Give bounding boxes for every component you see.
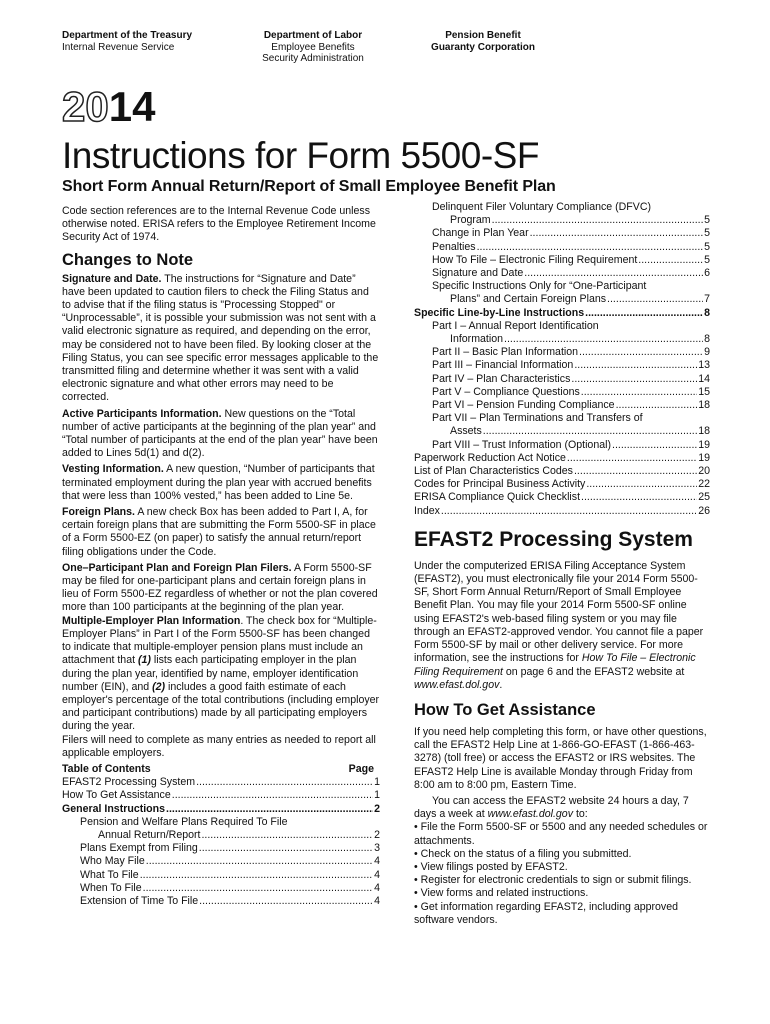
toc-leader-dots [607,293,703,306]
toc-entry[interactable] [62,869,380,882]
intro-paragraph: Code section references are to the Internal Revenue Code unless otherwise noted. ERISA refers to the Employee Retirement Income Security Act of 1974. [62,205,376,244]
toc-right-list [414,201,710,518]
toc-page-number: 5 [704,253,710,266]
toc-entry-label: General Instructions [62,802,166,815]
list-item: • Check on the status of a filing you submitted. [414,848,710,861]
toc-leader-dots [579,346,703,359]
toc-entry-label: Specific Line-by-Line Instructions [414,306,585,319]
signature-body: The instructions for “Signature and Date” have been updated to caution filers to check the Filing Status and to advise that if the filing status is "Processing Stopped" or “Unprocessable”, it is possible your submission was not sent with a valid electronic signature as required, and depending on the error, may be considered not to have been filed. By looking closer at the Filing Status, you can see specific error messages applicable to the transmitted filing and determine whether it was sent with a valid electronic signature and what other errors may need to be corrected. [62,272,379,404]
multiple-employer-run-in-head: Multiple-Employer Plan Information [62,614,241,627]
toc-page-number: 8 [704,306,710,319]
toc-leader-dots [574,359,697,372]
toc-page-number: 26 [698,504,710,517]
toc-entry[interactable] [414,425,710,438]
toc-entry-label: Specific Instructions Only for “One-Participant [432,280,647,293]
list-item: • View forms and related instructions. [414,887,710,900]
toc-page-number: 13 [698,359,710,372]
toc-page-number: 5 [704,227,710,240]
toc-entry[interactable] [62,776,380,789]
agency-labor-name: Department of Labor [263,30,363,41]
assistance-heading: How To Get Assistance [414,700,596,719]
toc-entry[interactable] [414,505,710,518]
toc-entry-label: How To File – Electronic Filing Requirement [432,253,638,266]
toc-entry-label: Assets [450,425,482,438]
agency-pbgc-line2: Guaranty Corporation [431,41,535,53]
toc-page-number: 18 [698,425,710,438]
toc-leader-dots [616,399,698,412]
list-marker-2: (2) [152,680,166,693]
agency-pbgc-line1: Pension Benefit [445,30,521,41]
toc-entry-label: Part III – Financial Information [432,359,574,372]
toc-page-number: 5 [704,214,710,227]
toc-entry[interactable] [62,842,380,855]
toc-page-number: 14 [698,372,710,385]
changes-heading: Changes to Note [62,250,194,269]
toc-entry-label: Index [414,504,440,517]
toc-page-number: 8 [704,333,710,346]
agency-labor [243,30,383,65]
signature-paragraph [62,273,380,405]
toc-entry-label: Plans” and Certain Foreign Plans [450,293,607,306]
toc-page-number: 20 [698,465,710,478]
toc-leader-dots [585,307,703,320]
toc-leader-dots [172,789,373,802]
toc-entry-label: Change in Plan Year [432,227,529,240]
agency-irs-name: Internal Revenue Service [62,41,175,53]
list-item: • View filings posted by EFAST2. [414,861,710,874]
year-outline-digits: 20 [62,83,109,130]
toc-leader-dots [581,491,697,504]
toc-leader-dots [140,869,373,882]
access-body: You can access the EFAST2 website 24 hours a day, 7 days a week at [414,794,689,821]
toc-entry-label: Part VI – Pension Funding Compliance [432,399,615,412]
toc-entry-label: Program [450,214,491,227]
toc-page-number: 4 [374,894,380,907]
toc-leader-dots [441,505,697,518]
toc-leader-dots [530,227,703,240]
toc-leader-dots [638,254,703,267]
list-item: • File the Form 5500-SF or 5500 and any needed schedules or attachments. [414,821,710,847]
one-participant-paragraph [62,562,380,615]
vesting-body: A new question, “Number of participants that terminated employment during the plan year with accrued benefits that were less than 100% vested,” has been added to Line 5e. [62,463,375,502]
toc-entry-label: Plans Exempt from Filing [80,842,198,855]
toc-entry[interactable] [62,829,380,842]
toc-page-number: 3 [374,842,380,855]
toc-leader-dots [196,776,373,789]
agency-ebsa-line1: Employee Benefits [271,41,355,53]
toc-entry-label: List of Plan Characteristics Codes [414,465,573,478]
toc-entry-label: Part V – Compliance Questions [432,385,580,398]
toc-page-number: 4 [374,881,380,894]
one-participant-body: A Form 5500-SF may be filed for one-participant plans and certain foreign plans in lieu of Form 5500-EZ regardless of whether or not the plan covered more than 100 participants at the beginning of the plan year. [62,561,378,614]
toc-leader-dots [199,842,373,855]
toc-page-number: 6 [704,267,710,280]
toc-leader-dots [574,465,697,478]
filers-note: Filers will need to complete as many entries as needed to report all applicable employers. [62,733,376,759]
efast-paragraph [414,560,710,692]
toc-leader-dots [567,452,697,465]
toc-page-number: 2 [374,828,380,841]
list-item: • Register for electronic credentials to sign or submit filings. [414,874,710,887]
multiple-employer-body-1: . The check box for “Multiple-Employer Plans” in Part I of the Form 5500-SF has been changed to indicate that multiple-employer pension plans must include an attachment that [62,614,377,667]
foreign-plans-paragraph [62,506,380,559]
efast-heading: EFAST2 Processing System [414,527,693,551]
active-run-in-head: Active Participants Information. [62,407,222,420]
toc-entry[interactable] [62,882,380,895]
toc-leader-dots [166,803,373,816]
toc-leader-dots [201,829,373,842]
toc-entry[interactable] [414,399,710,412]
toc-entry[interactable] [414,214,710,227]
page-title: Instructions for Form 5500-SF [62,135,539,176]
toc-entry-label: When To File [80,881,142,894]
assistance-paragraph: If you need help completing this form, or have other questions, call the EFAST2 Help Line at 1-866-GO-EFAST (1-866-463-3278) (toll free) or access the EFAST2 or IRS websites. The EFAST2 Help Line is available Monday through Friday from 8:00 am to 8:00 pm, Eastern Time. [414,725,707,791]
foreign-body: A new check Box has been added to Part I, A, for certain foreign plans that are submitting the Form 5500-SF in place of a Form 5500-EZ (on paper) to satisfy the annual return/report filing obligations under the Code. [62,506,376,558]
vesting-paragraph [62,463,380,503]
toc-entry[interactable] [62,803,380,816]
toc-title: Table of Contents [62,762,151,775]
toc-entry-label: Paperwork Reduction Act Notice [414,451,566,464]
access-paragraph [414,795,710,821]
toc-entry[interactable] [414,359,710,372]
toc-entry[interactable] [414,227,710,240]
agency-pbgc [418,30,548,53]
toc-entry[interactable] [414,439,710,452]
toc-left-list [62,776,380,908]
toc-entry-label: Part VIII – Trust Information (Optional) [432,438,611,451]
toc-leader-dots [483,425,697,438]
left-column [62,205,380,908]
toc-entry[interactable] [414,346,710,359]
toc-entry-label: Signature and Date [432,267,524,280]
list-marker-1: (1) [137,654,151,667]
toc-entry-label: Pension and Welfare Plans Required To File [80,815,288,828]
toc-leader-dots [586,478,697,491]
toc-leader-dots [492,214,703,227]
efast-end: . [499,678,503,691]
multiple-employer-body-3: includes a good faith estimate of each employer's percentage of the total contributions (including employer and participant contributions) made by all participating employers during the year. [62,680,380,733]
active-participants-paragraph [62,408,380,461]
toc-entry[interactable] [414,465,710,478]
toc-page-number: 22 [698,478,710,491]
toc-leader-dots [612,439,697,452]
toc-entry-label: Information [450,333,503,346]
efast-website-link[interactable]: www.efast.dol.gov [414,678,500,691]
toc-page-number: 18 [698,399,710,412]
toc-leader-dots [571,373,697,386]
agency-treasury-name: Department of the Treasury [62,30,193,41]
one-participant-run-in-head: One–Participant Plan and Foreign Plan Filers. [62,561,292,574]
multiple-employer-body-2: lists each participating employer in the plan during the plan year, identified by name, employer identification number (EIN), and [62,654,359,693]
toc-entry-label: Extension of Time To File [80,894,199,907]
toc-entry-label: Codes for Principal Business Activity [414,478,586,491]
toc-page-number: 4 [374,868,380,881]
efast-body-1: Under the computerized ERISA Filing Acceptance System (EFAST2), you must electronically file your 2014 Form 5500-SF, Short Form Annual Return/Report of Small Employee Benefit Plan. You may file your 2014 Form 5500-SF online using EFAST2's web-based filing system or you may file through an EFAST2-approved vendor. You cannot file a paper Form 5500-SF by mail or other delivery service. For more information, see the instructions for [414,559,704,665]
toc-entry[interactable] [62,789,380,802]
toc-entry[interactable] [414,373,710,386]
toc-leader-dots [199,895,373,908]
toc-entry[interactable] [414,478,710,491]
toc-page-number: 25 [698,491,710,504]
foreign-run-in-head: Foreign Plans. [62,506,135,519]
toc-page-number: 19 [698,451,710,464]
efast-cross-reference: How To File – Electronic Filing Requirement [414,652,696,678]
vesting-run-in-head: Vesting Information. [62,463,164,476]
year-solid-digits: 14 [108,83,156,130]
right-column [414,201,710,927]
toc-leader-dots [504,333,703,346]
toc-page-number: 15 [698,385,710,398]
agency-ebsa-line2: Security Administration [262,53,364,64]
toc-entry[interactable] [414,452,710,465]
toc-entry[interactable] [414,254,710,267]
signature-run-in-head: Signature and Date. [62,272,162,285]
page-subtitle: Short Form Annual Return/Report of Small Employee Benefit Plan [62,178,556,195]
toc-entry[interactable] [414,333,710,346]
toc-header [62,763,380,776]
toc-page-number: 2 [374,802,380,815]
toc-entry-label: What To File [80,868,139,881]
toc-entry-label: Who May File [80,855,145,868]
toc-entry[interactable] [414,241,710,254]
toc-leader-dots [477,241,704,254]
toc-page-number: 9 [704,346,710,359]
toc-page-number: 19 [698,438,710,451]
agency-treasury [62,30,192,53]
toc-entry-label: Part I – Annual Report Identification [432,319,599,332]
toc-leader-dots [524,267,703,280]
toc-page-number: 7 [704,293,710,306]
toc-leader-dots [581,386,697,399]
list-item: • Get information regarding EFAST2, including approved software vendors. [414,901,710,927]
toc-entry-label: How To Get Assistance [62,789,171,802]
toc-entry-label: Penalties [432,240,476,253]
toc-entry[interactable] [414,307,710,320]
toc-entry[interactable] [62,895,380,908]
toc-entry[interactable] [62,855,380,868]
toc-entry-label: Part VII – Plan Terminations and Transfers of [432,412,643,425]
toc-entry-label: Annual Return/Report [98,828,201,841]
form-year [62,83,156,130]
toc-entry-label: Delinquent Filer Voluntary Compliance (DFVC) [432,201,652,213]
toc-entry-label: EFAST2 Processing System [62,776,196,789]
toc-page-number: 4 [374,855,380,868]
toc-leader-dots [146,855,373,868]
toc-entry[interactable] [414,491,710,504]
toc-page-label: Page [348,762,374,775]
toc-entry-label: ERISA Compliance Quick Checklist [414,491,581,504]
toc-leader-dots [143,882,373,895]
toc-entry[interactable] [414,267,710,280]
toc-page-number: 1 [374,789,380,802]
access-end: to: [573,808,588,821]
toc-entry-label: Part II – Basic Plan Information [432,346,579,359]
toc-page-number: 1 [374,776,380,789]
efast-bullet-list [414,821,710,927]
efast-body-2: on page 6 and the EFAST2 website at [502,665,685,678]
toc-entry[interactable] [414,386,710,399]
multiple-employer-paragraph [62,615,380,734]
access-website-link[interactable]: www.efast.dol.gov [487,808,573,821]
toc-page-number: 5 [704,240,710,253]
toc-entry-label: Part IV – Plan Characteristics [432,372,571,385]
toc-entry[interactable] [414,293,710,306]
active-body: New questions on the “Total number of active participants at the beginning of the plan year” and “Total number of participants at the end of the plan year” have been added to Lines 5d(1) and d(2). [62,407,378,460]
